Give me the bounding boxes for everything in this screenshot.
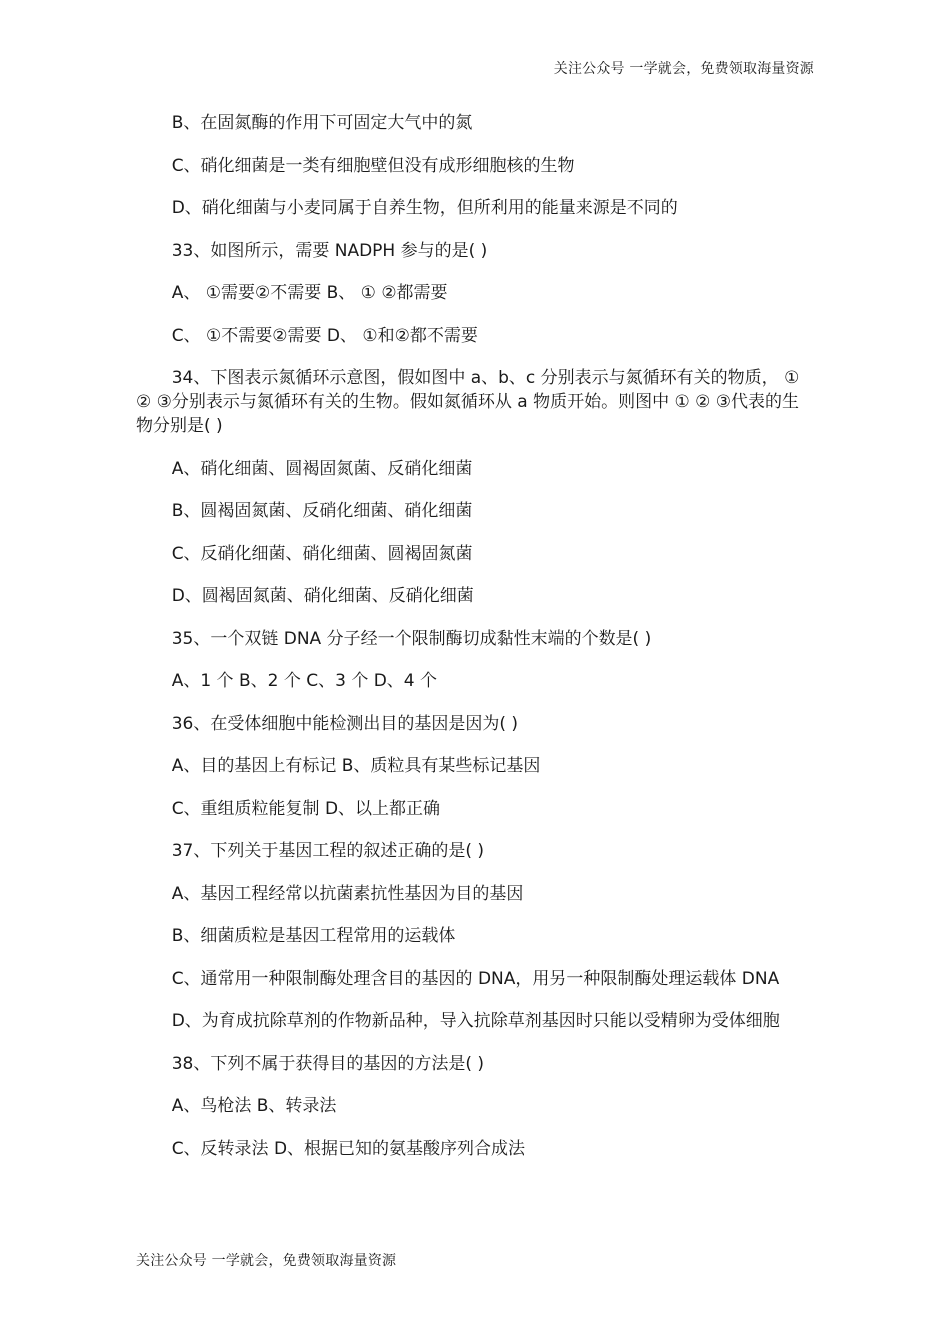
page-header: 关注公众号 一学就会，免费领取海量资源 (553, 61, 814, 77)
option-line: C、 ①不需要②需要 D、 ①和②都不需要 (171, 325, 478, 346)
text-line: B、在固氮酶的作用下可固定大气中的氮 (171, 113, 473, 133)
option-line: A、目的基因上有标记 B、质粒具有某些标记基因 (171, 756, 541, 776)
text-line: D、硝化细菌与小麦同属于自养生物，但所利用的能量来源是不同的 (171, 198, 678, 218)
text-line: C、硝化细菌是一类有细胞壁但没有成形细胞核的生物 (171, 155, 575, 176)
question-37: 37、下列关于基因工程的叙述正确的是( ) (171, 841, 484, 861)
option-line: B、圆褐固氮菌、反硝化细菌、硝化细菌 (171, 501, 473, 521)
option-line: A、 ①需要②不需要 B、 ① ②都需要 (171, 283, 448, 303)
document-body (136, 111, 814, 1179)
option-line: D、为育成抗除草剂的作物新品种，导入抗除草剂基因时只能以受精卵为受体细胞 (171, 1011, 780, 1031)
option-line: C、反硝化细菌、硝化细菌、圆褐固氮菌 (171, 543, 473, 564)
question-35: 35、一个双链 DNA 分子经一个限制酶切成黏性末端的个数是( ) (171, 628, 652, 649)
option-line: A、鸟枪法 B、转录法 (171, 1096, 337, 1116)
question-38: 38、下列不属于获得目的基因的方法是( ) (171, 1053, 484, 1074)
option-line: B、细菌质粒是基因工程常用的运载体 (171, 926, 456, 946)
option-line: D、圆褐固氮菌、硝化细菌、反硝化细菌 (171, 586, 474, 606)
option-line: A、1 个 B、2 个 C、3 个 D、4 个 (171, 671, 438, 691)
option-line: C、重组质粒能复制 D、以上都正确 (171, 798, 441, 819)
question-34: 34、下图表示氮循环示意图，假如图中 a、b、c 分别表示与氮循环有关的物质， ① ② ③分别表示与氮循环有关的生物。假如氮循环从 a 物质开始。则图中 ① ② ③代表的生物分别是( ) (136, 368, 800, 436)
option-line: A、基因工程经常以抗菌素抗性基因为目的基因 (171, 883, 524, 904)
question-36: 36、在受体细胞中能检测出目的基因是因为( ) (171, 713, 518, 734)
option-line: A、硝化细菌、圆褐固氮菌、反硝化细菌 (171, 458, 473, 479)
option-line: C、反转录法 D、根据已知的氨基酸序列合成法 (171, 1138, 526, 1159)
question-33: 33、如图所示，需要 NADPH 参与的是( ) (171, 240, 488, 261)
page-footer: 关注公众号 一学就会，免费领取海量资源 (136, 1253, 397, 1269)
option-line: C、通常用一种限制酶处理含目的基因的 DNA，用另一种限制酶处理运载体 DNA (171, 968, 780, 989)
